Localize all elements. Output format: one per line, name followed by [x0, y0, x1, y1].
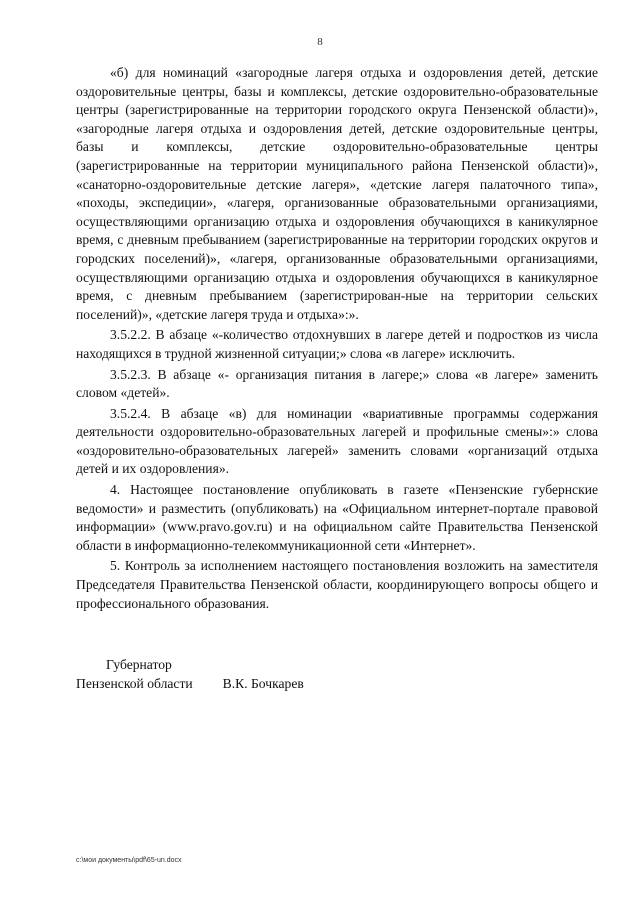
signatory-title-line2: Пензенской области: [76, 676, 193, 691]
signature-block: [76, 655, 304, 693]
signatory-title-line1: Губернатор: [106, 657, 172, 672]
document-body: [76, 64, 598, 613]
file-path-footer: c:\мои документы\pdf\65-un.docx: [76, 857, 182, 864]
paragraph-3-5-2-3: 3.5.2.3. В абзаце «- организация питания в лагере;» слова «в лагере» заменить словом «детей».: [76, 366, 598, 401]
paragraph-nominations: «б) для номинаций «загородные лагеря отдыха и оздоровления детей, детские оздоровительные центры, базы и комплексы, детские оздоровительно-образовательные центры (зарегистрированные на территории городского округа Пензенской области)», «загородные лагеря отдыха и оздоровления детей, детские оздоровительные центры, базы и комплексы, детские оздоровительно-образовательные центры (зарегистрированные на территории муниципального района Пензенской области)», «санаторно-оздоровительные детские лагеря», «детские лагеря палаточного типа», «походы, экспедиции», «лагеря, организованные образовательными организациями, осуществляющими организацию отдыха и оздоровления обучающихся в каникулярное время, с дневным пребыванием (зарегистрированные на территории городских округов и городских поселений)», «лагеря, организованные образовательными организациями, осуществляющими организацию отдыха и оздоровления обучающихся в каникулярное время, с дневным пребыванием (зарегистрирован-ные на территории сельских поселений)», «детские лагеря труда и отдыха»:».: [76, 65, 598, 322]
page-number: 8: [317, 36, 323, 48]
paragraph-3-5-2-4: 3.5.2.4. В абзаце «в) для номинации «вариативные программы содержания деятельности оздоровительно-образовательных лагерей и профильные смены»:» слова «оздоровительно-образовательных лагерей» заменить словами «организаций отдыха детей и их оздоровления».: [76, 405, 598, 477]
signatory-line: [76, 674, 304, 693]
paragraph-5-control: 5. Контроль за исполнением настоящего постановления возложить на заместителя Председателя Правительства Пензенской области, координирующего вопросы общего и профессионального образования.: [76, 558, 598, 611]
paragraph-4-publication: 4. Настоящее постановление опубликовать в газете «Пензенские губернские ведомости» и разместить (опубликовать) на «Официальном интернет-портале правовой информации» (www.pravo.gov.ru) и на официальном сайте Правительства Пензенской области в информационно-телекоммуникационной сети «Интернет».: [76, 482, 598, 553]
signatory-name: В.К. Бочкарев: [222, 676, 304, 691]
paragraph-3-5-2-2: 3.5.2.2. В абзаце «-количество отдохнувших в лагере детей и подростков из числа находящихся в трудной жизненной ситуации;» слова «в лагере» исключить.: [76, 327, 598, 361]
